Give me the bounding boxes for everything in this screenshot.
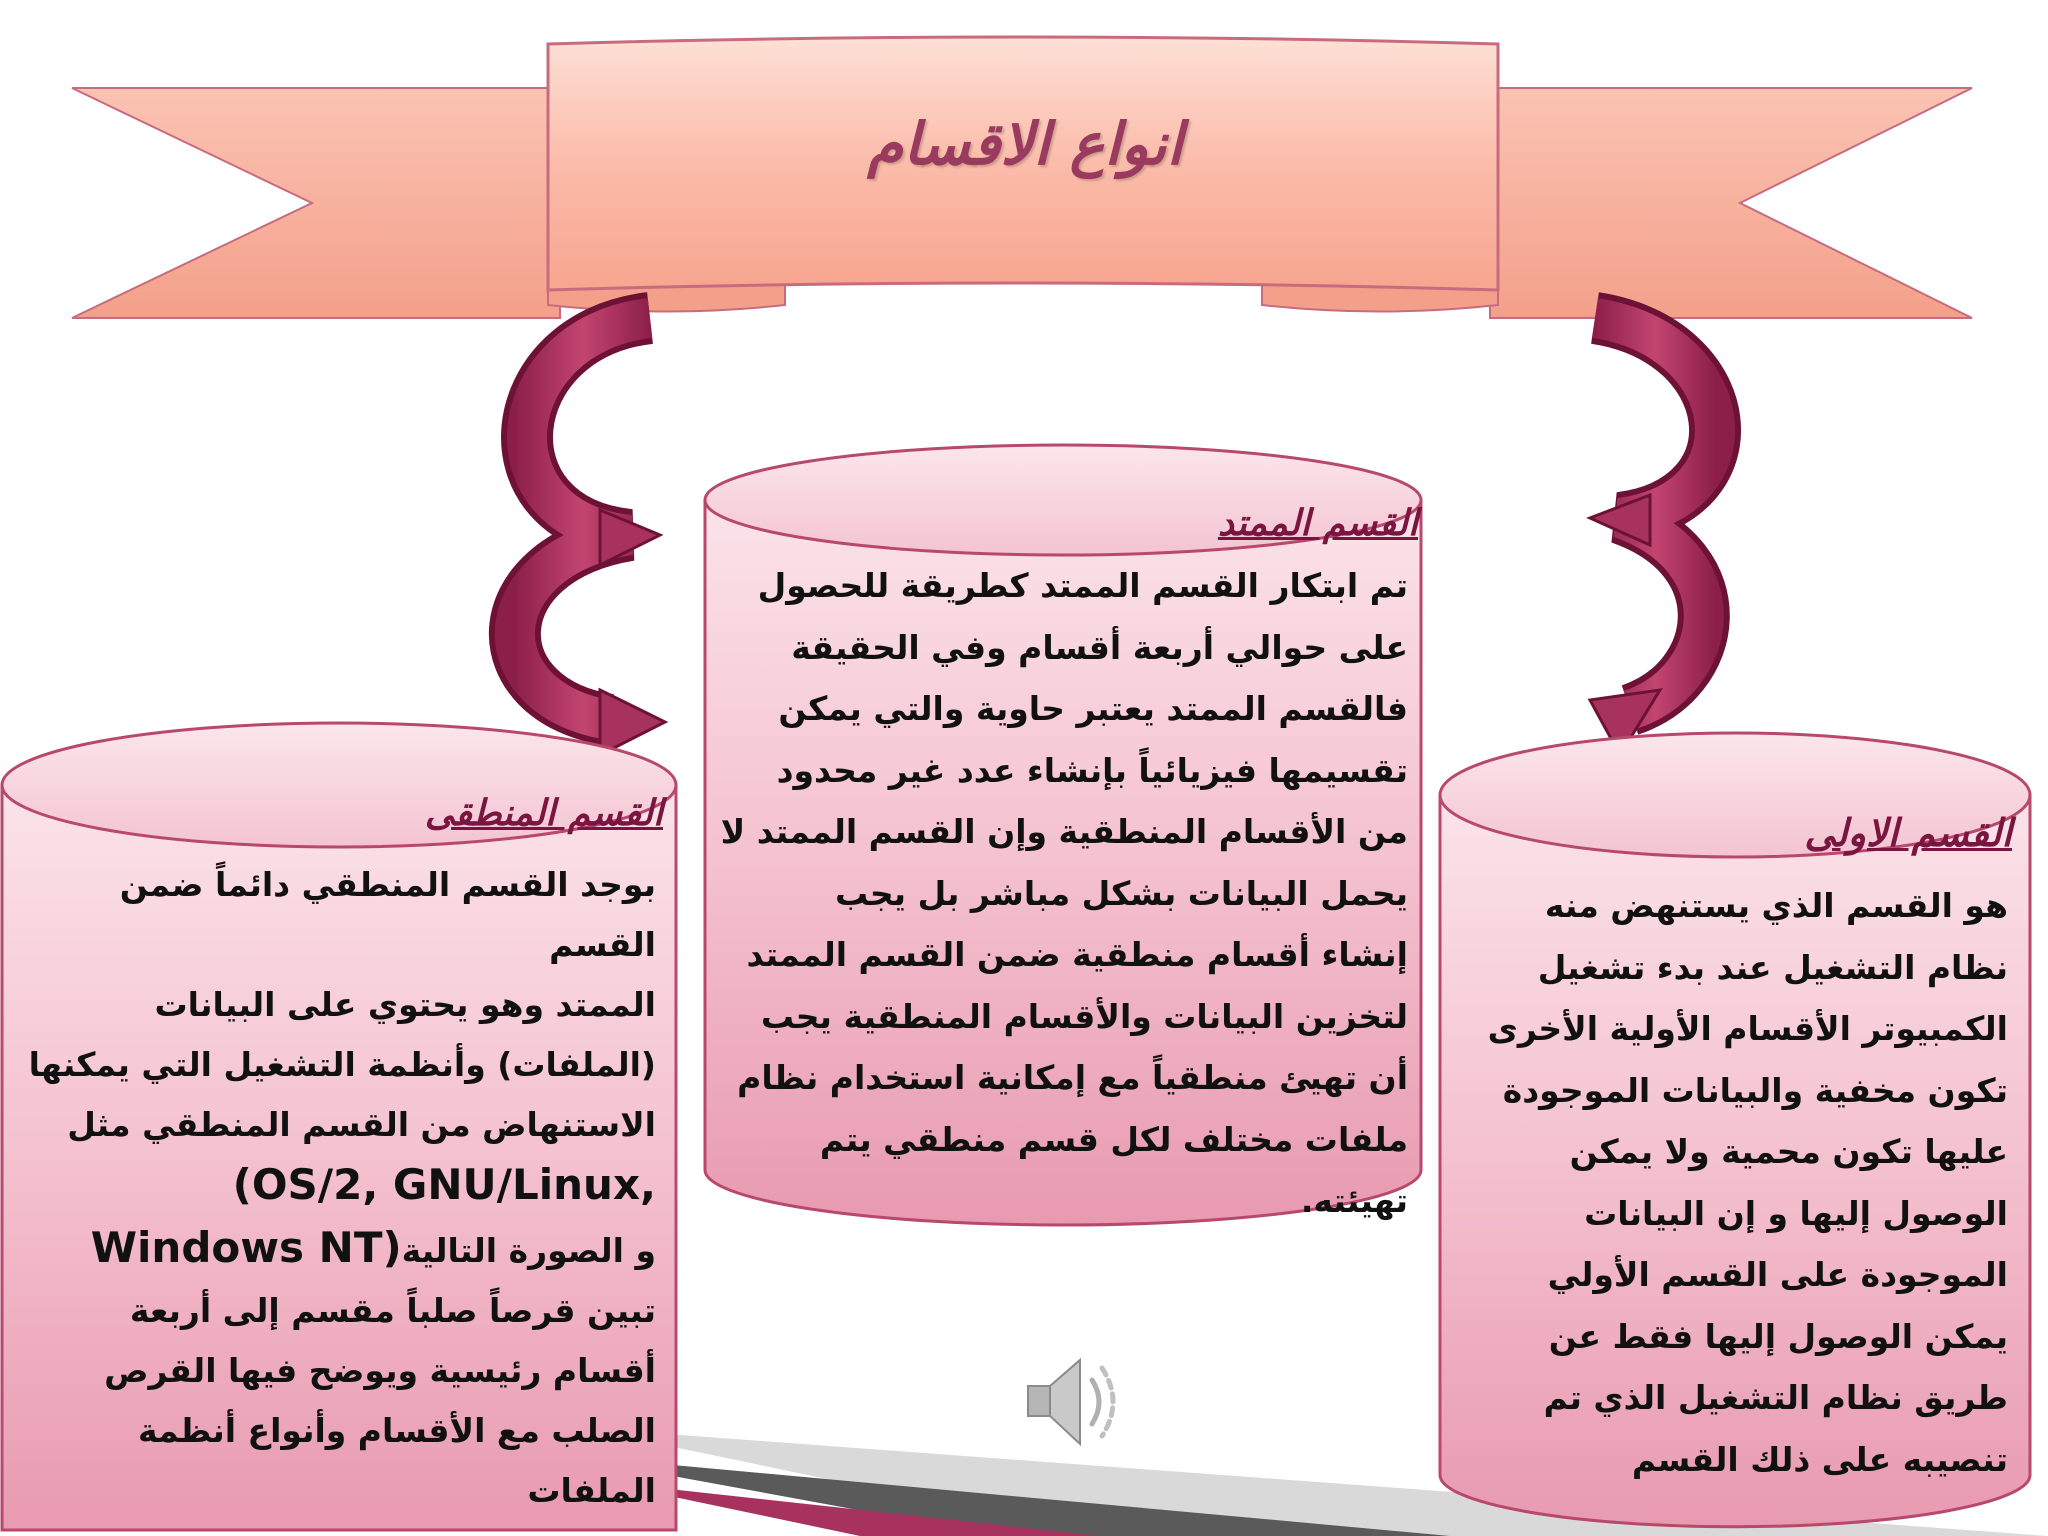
text-line: تهيئته. [1300, 1181, 1408, 1220]
text-line: الملفات [527, 1471, 656, 1510]
logical-body [24, 855, 656, 1521]
extended-body [720, 555, 1408, 1232]
text-line: تم ابتكار القسم الممتد كطريقة للحصول [757, 566, 1408, 605]
text-line: لتخزين البيانات والأقسام المنطقية يجب [760, 996, 1408, 1036]
text-line: ملفات مختلف لكل قسم منطقي يتم [819, 1119, 1408, 1159]
text-line: فالقسم الممتد يعتبر حاوية والتي يمكن [778, 689, 1408, 728]
text-line: عليها تكون محمية ولا يمكن [1569, 1132, 2008, 1171]
text-line: على حوالي أربعة أقسام وفي الحقيقة [791, 627, 1408, 667]
os-list-start: (OS/2, GNU/Linux, [232, 1160, 656, 1209]
text-line: من الأقسام المنطقية وإن القسم الممتد لا [720, 812, 1408, 851]
curved-arrow-right [1590, 318, 1715, 755]
text-line: الوصول إليها و إن البيانات [1584, 1193, 2008, 1233]
text-line: تنصيبه على ذلك القسم [1631, 1439, 2008, 1479]
text-line: بوجد القسم المنطقي دائماً ضمن القسم [119, 865, 656, 964]
text-line: أن تهيئ منطقياً مع إمكانية استخدام نظام [737, 1058, 1408, 1097]
primary-body [1460, 875, 2008, 1490]
text-line: تبين قرصاً صلباً مقسم إلى أربعة [129, 1291, 656, 1330]
text-line: الموجودة على القسم الأولي [1547, 1255, 2008, 1294]
text-line: الممتد وهو يحتوي على البيانات [154, 985, 656, 1024]
primary-heading: القسم الاولى [1804, 810, 2012, 855]
os-line-1 [24, 1155, 656, 1218]
text-line: الكمبيوتر الأقسام الأولية الأخرى [1487, 1009, 2008, 1048]
text-line: الصلب مع الأقسام وأنواع أنظمة [138, 1411, 656, 1450]
text-line: نظام التشغيل عند بدء تشغيل [1537, 947, 2008, 987]
text-line: إنشاء أقسام منطقية ضمن القسم الممتد [746, 935, 1408, 974]
text-line: (الملفات) وأنظمة التشغيل التي يمكنها [28, 1045, 656, 1084]
extended-heading: القسم الممتد [1217, 502, 1418, 544]
speaker-icon[interactable] [1028, 1360, 1113, 1444]
os-line-2 [24, 1218, 656, 1281]
text-line: طريق نظام التشغيل الذي تم [1543, 1378, 2008, 1417]
text-line: يحمل البيانات بشكل مباشر بل يجب [834, 873, 1408, 913]
text-line: الاستنهاض من القسم المنطقي مثل [67, 1105, 656, 1144]
text-line: أقسام رئيسية ويوضح فيها القرص [104, 1351, 656, 1390]
text-line: تقسيمها فيزيائياً بإنشاء عدد غير محدود [776, 750, 1408, 790]
text-line: تكون مخفية والبيانات الموجودة [1502, 1070, 2008, 1110]
logical-heading: القسم المنطقى [424, 792, 663, 834]
os-line-2-arabic: و الصورة التالية [401, 1231, 656, 1270]
curved-arrow-left [515, 318, 665, 755]
os-list-end: Windows NT) [90, 1223, 402, 1272]
text-line: هو القسم الذي يستنهض منه [1544, 886, 2008, 925]
text-line: يمكن الوصول إليها فقط عن [1548, 1316, 2008, 1356]
slide-title: انواع الاقسام [867, 110, 1183, 178]
